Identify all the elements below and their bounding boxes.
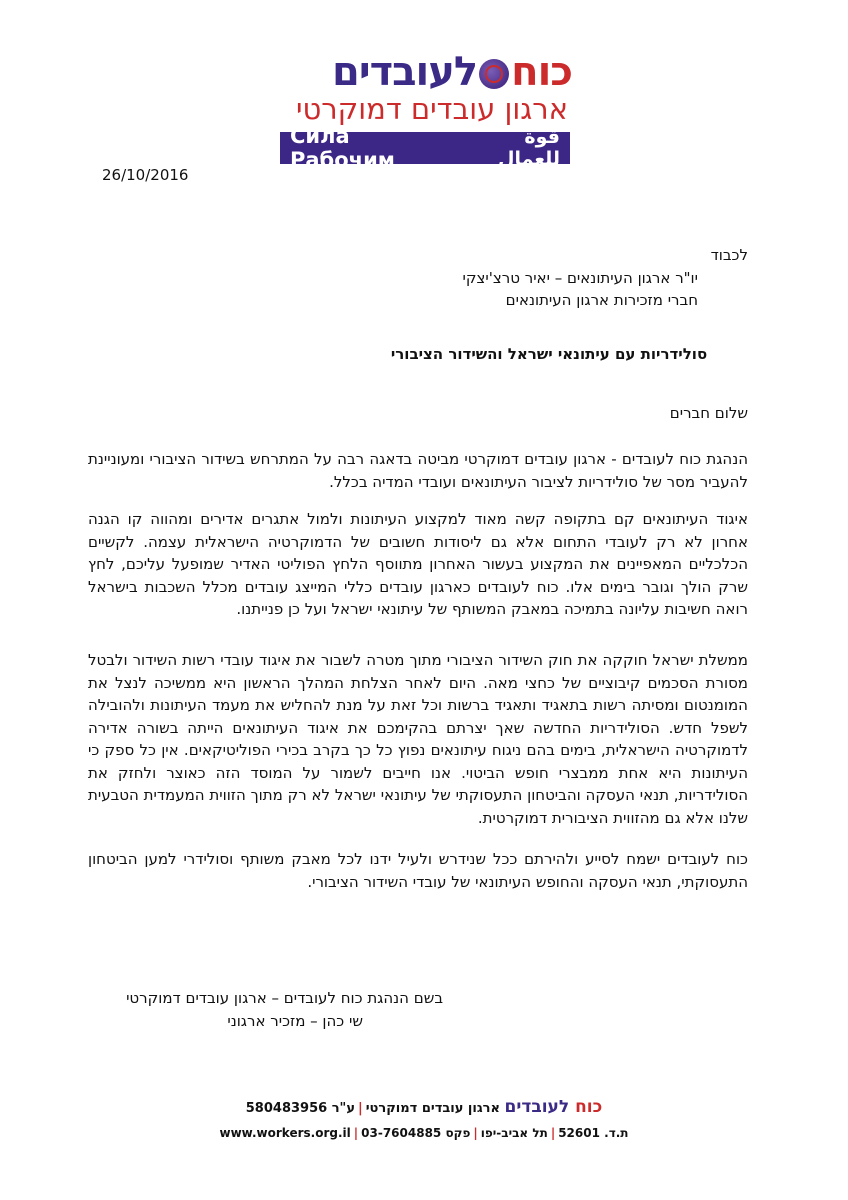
recipient-line-2: חברי מזכירות ארגון העיתונאים	[505, 291, 698, 309]
footer-po-box: ת.ד. 52601	[558, 1126, 629, 1140]
letter-date: 26/10/2016	[102, 166, 189, 184]
footer-org: ארגון עובדים דמוקרטי	[365, 1101, 500, 1116]
footer-brand-red: כוח	[575, 1097, 603, 1117]
body-paragraph-1: הנהגת כוח לעובדים - ארגון עובדים דמוקרטי מביטה בדאגה רבה על המתרחש בשידור הציבורי ומעוניינת להעביר מסר של סולידריות לציבור העיתונאים ועובדי המדיה בכלל.	[88, 450, 748, 491]
signature-line-2: שי כהן – מזכיר ארגוני	[227, 1011, 363, 1030]
body-paragraph-3: ממשלת ישראל חוקקה את חוק השידור הציבורי מתוך מטרה לשבור את איגוד עובדי רשות השידור ולבטל מסורת הסכמים קיבוציים של כחצי מאה. היום לאחר הצלחת המהלך הראשון היא ממשיכה לנצל את המומנטום ומסיתה רשות בתאגיד ותאגיד ברשות וכל זאת על מנת להחליש את מעמד העיתונות ולהובילה לשפל חדש. הסולידריות החדשה שאך יצרתם בהקימכם את איגוד העיתונאים הייתה בשורה אדירה לדמוקרטיה הישראלית, בימים בהם ניגוח עיתונאים נפוץ כל כך בקרב בכירי הפוליטיקאים. אין כל ספק כי העיתונות היא אחת ממבצרי חופש הביטוי. אנו חייבים לשמור על המוסד הזה כאוצר ולחזק את הסולידריות, תנאי העסקה והביטחון התעסוקתי של עיתונאי ישראל לא רק מתוך הזווית המעמדית הטבעית שלנו אלא גם מהזווית הציבורית דמוקרטית.	[88, 651, 748, 827]
logo-languages-band	[280, 124, 570, 172]
footer-separator: |	[357, 1101, 363, 1116]
logo-wordmark	[278, 50, 572, 94]
logo-brand-red: כוח	[511, 49, 572, 95]
footer-brand-blue: לעובדים	[504, 1097, 570, 1117]
footer-line-2	[0, 1126, 848, 1140]
signature-block	[83, 987, 443, 1032]
footer-line-1	[0, 1097, 848, 1117]
footer-registration: ע"ר 580483956	[245, 1101, 355, 1116]
organization-logo	[278, 49, 572, 172]
signature-line-1: בשם הנהגת כוח לעובדים – ארגון עובדים דמוקרטי	[126, 989, 443, 1007]
logo-arabic: قوة للعمال	[498, 126, 560, 170]
footer-city: תל אביב-יפו	[480, 1126, 548, 1140]
logo-subtitle: ארגון עובדים דמוקרטי	[296, 92, 568, 126]
letter-greeting: שלום חברים	[669, 404, 748, 422]
footer-separator: |	[473, 1126, 478, 1140]
recipients-block	[148, 244, 748, 312]
body-paragraph-4: כוח לעובדים ישמח לסייע ולהירתם ככל שנידרש ולעיל ידנו לכל מאבק משותף וסולידרי למען הביטחון התעסוקתי, תנאי העסקה והחופש העיתונאי של עובדי השידור הציבורי.	[88, 850, 748, 891]
recipients-to: לכבוד	[710, 246, 748, 264]
logo-russian: Сила Рабочим	[290, 124, 395, 172]
recipient-line-1: יו"ר ארגון העיתונאים – יאיר טרצ'יצקי	[462, 268, 698, 287]
letter-subject	[0, 343, 848, 366]
body-paragraph-2: איגוד העיתונאים קם בתקופה קשה מאוד למקצוע העיתונות ולמול אתגרים אדירים ומהווה קו הגנה אחרון לא רק לעובדי התחום אלא גם ליסודות חשובים של הדמוקרטיה הישראלית עצמה. לקשיים הכלכליים המאפיינים את המקצוע בעשור האחרון מתווסף הלחץ הפוליטי האדיר שמופעל עליכם, לחץ שרק הולך וגובר בימים אלו. כוח לעובדים כארגון עובדים כללי המייצג עובדים מכלל השכבות בישראל רואה חשיבות עליונה בתמיכה במאבק המשותף של עיתונאי ישראל ועל כן פנייתנו.	[88, 510, 748, 618]
globe-icon	[479, 59, 509, 89]
footer-brand	[504, 1097, 602, 1117]
footer-separator: |	[353, 1126, 359, 1140]
logo-brand-blue: לעובדים	[332, 49, 478, 95]
footer-website[interactable]: www.workers.org.il	[219, 1126, 351, 1140]
letter-subject-text: סולידריות עם עיתונאי ישראל והשידור הציבורי	[390, 345, 708, 363]
footer-separator: |	[550, 1126, 556, 1140]
footer-fax: פקס 03-7604885	[361, 1126, 471, 1140]
